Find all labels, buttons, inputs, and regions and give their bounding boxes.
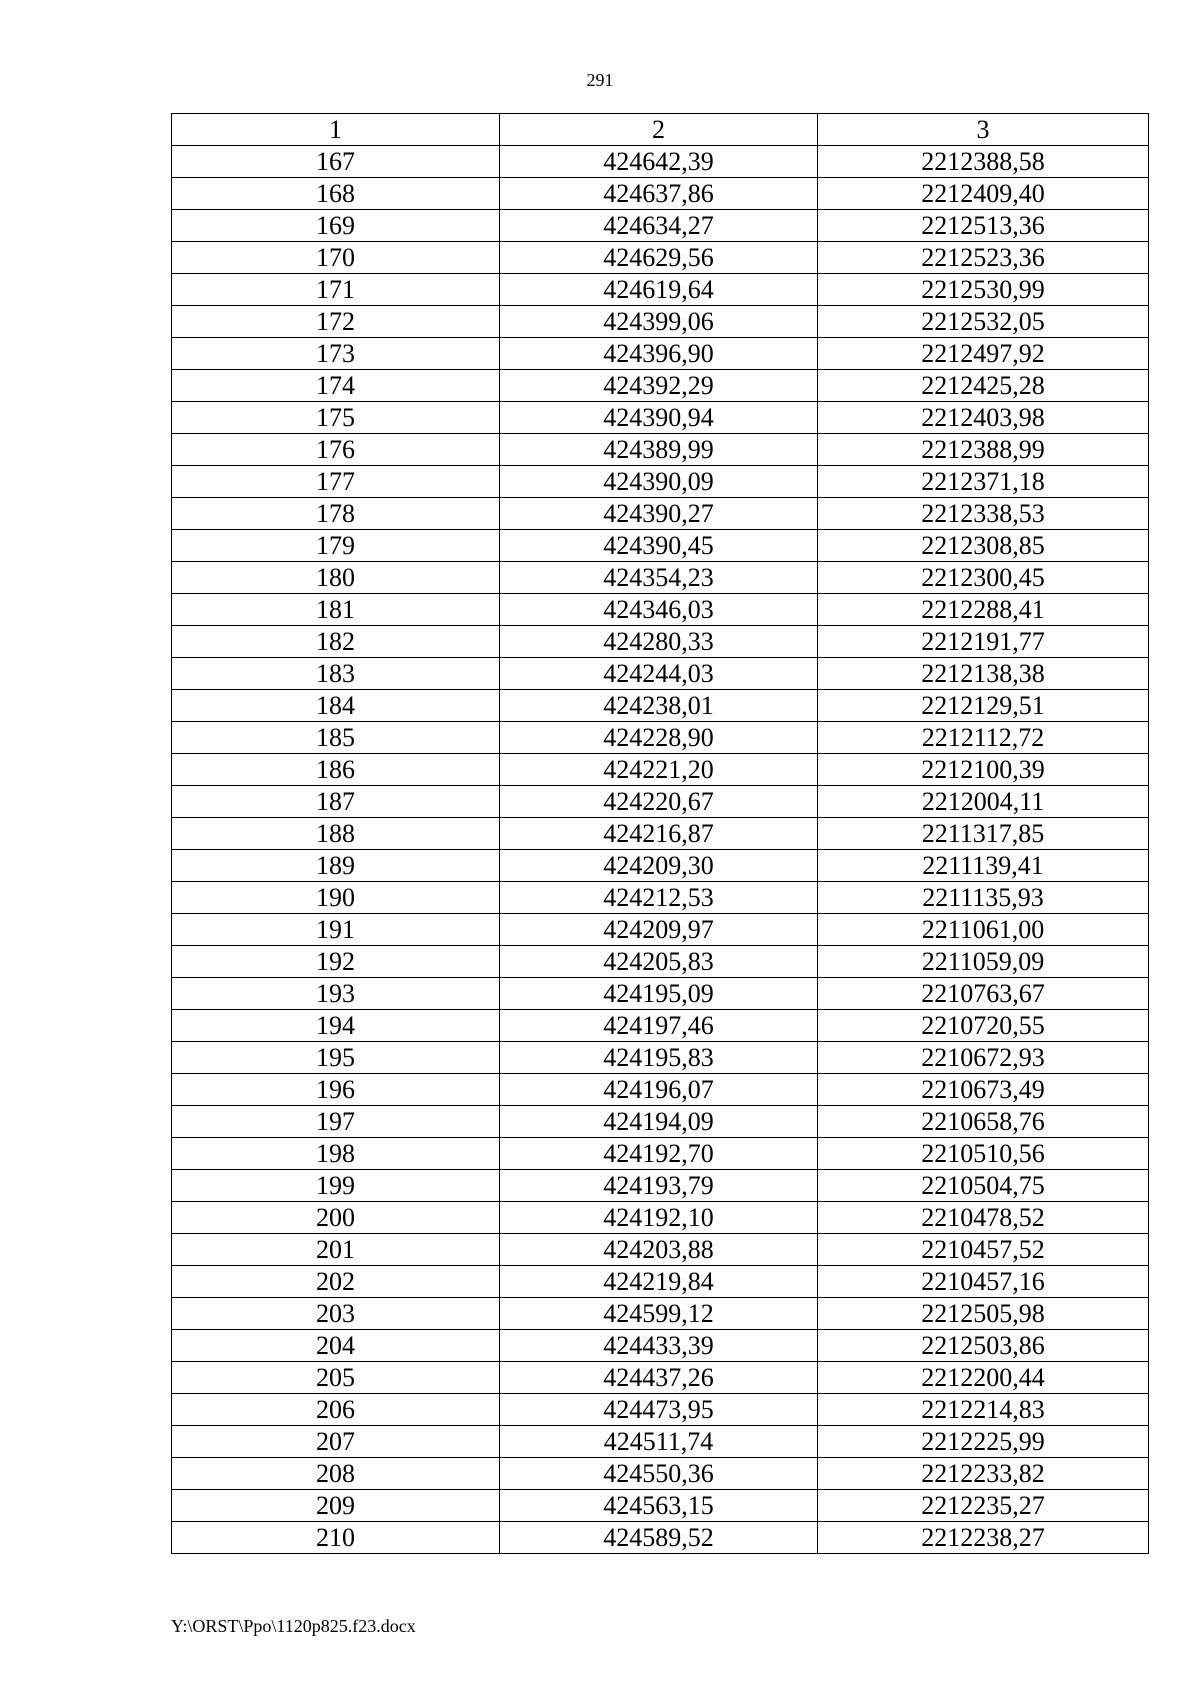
point-number-cell: 190 <box>172 882 500 914</box>
y-coordinate-cell: 2212235,27 <box>818 1490 1149 1522</box>
column-header: 3 <box>818 114 1149 146</box>
y-coordinate-cell: 2212530,99 <box>818 274 1149 306</box>
x-coordinate-cell: 424205,83 <box>500 946 818 978</box>
x-coordinate-cell: 424390,94 <box>500 402 818 434</box>
y-coordinate-cell: 2212214,83 <box>818 1394 1149 1426</box>
table-row <box>172 1330 1149 1362</box>
point-number-cell: 168 <box>172 178 500 210</box>
y-coordinate-cell: 2212532,05 <box>818 306 1149 338</box>
point-number-cell: 185 <box>172 722 500 754</box>
y-coordinate-cell: 2212371,18 <box>818 466 1149 498</box>
table-row <box>172 722 1149 754</box>
point-number-cell: 179 <box>172 530 500 562</box>
point-number-cell: 192 <box>172 946 500 978</box>
x-coordinate-cell: 424212,53 <box>500 882 818 914</box>
table-row <box>172 882 1149 914</box>
y-coordinate-cell: 2212505,98 <box>818 1298 1149 1330</box>
table-row <box>172 1234 1149 1266</box>
point-number-cell: 182 <box>172 626 500 658</box>
point-number-cell: 205 <box>172 1362 500 1394</box>
point-number-cell: 186 <box>172 754 500 786</box>
table-row <box>172 1490 1149 1522</box>
y-coordinate-cell: 2212308,85 <box>818 530 1149 562</box>
x-coordinate-cell: 424346,03 <box>500 594 818 626</box>
point-number-cell: 188 <box>172 818 500 850</box>
y-coordinate-cell: 2210510,56 <box>818 1138 1149 1170</box>
table-row <box>172 1298 1149 1330</box>
x-coordinate-cell: 424599,12 <box>500 1298 818 1330</box>
point-number-cell: 195 <box>172 1042 500 1074</box>
x-coordinate-cell: 424642,39 <box>500 146 818 178</box>
table-header-row <box>172 114 1149 146</box>
table-row <box>172 850 1149 882</box>
point-number-cell: 176 <box>172 434 500 466</box>
x-coordinate-cell: 424390,09 <box>500 466 818 498</box>
x-coordinate-cell: 424244,03 <box>500 658 818 690</box>
point-number-cell: 191 <box>172 914 500 946</box>
y-coordinate-cell: 2211317,85 <box>818 818 1149 850</box>
x-coordinate-cell: 424192,10 <box>500 1202 818 1234</box>
table-row <box>172 1202 1149 1234</box>
table-row <box>172 178 1149 210</box>
table-row <box>172 786 1149 818</box>
page-number: 291 <box>586 70 614 90</box>
y-coordinate-cell: 2212191,77 <box>818 626 1149 658</box>
y-coordinate-cell: 2212425,28 <box>818 370 1149 402</box>
x-coordinate-cell: 424392,29 <box>500 370 818 402</box>
table-row <box>172 562 1149 594</box>
y-coordinate-cell: 2212238,27 <box>818 1522 1149 1554</box>
table-row <box>172 818 1149 850</box>
y-coordinate-cell: 2212403,98 <box>818 402 1149 434</box>
y-coordinate-cell: 2212513,36 <box>818 210 1149 242</box>
x-coordinate-cell: 424193,79 <box>500 1170 818 1202</box>
x-coordinate-cell: 424216,87 <box>500 818 818 850</box>
point-number-cell: 184 <box>172 690 500 722</box>
point-number-cell: 194 <box>172 1010 500 1042</box>
point-number-cell: 167 <box>172 146 500 178</box>
y-coordinate-cell: 2211061,00 <box>818 914 1149 946</box>
table-row <box>172 1074 1149 1106</box>
x-coordinate-cell: 424203,88 <box>500 1234 818 1266</box>
point-number-cell: 197 <box>172 1106 500 1138</box>
point-number-cell: 187 <box>172 786 500 818</box>
point-number-cell: 193 <box>172 978 500 1010</box>
x-coordinate-cell: 424550,36 <box>500 1458 818 1490</box>
table-row <box>172 1170 1149 1202</box>
point-number-cell: 203 <box>172 1298 500 1330</box>
y-coordinate-cell: 2210720,55 <box>818 1010 1149 1042</box>
footer-file-path: Y:\ORST\Ppo\1120p825.f23.docx <box>171 1616 416 1636</box>
point-number-cell: 201 <box>172 1234 500 1266</box>
y-coordinate-cell: 2211139,41 <box>818 850 1149 882</box>
table-row <box>172 338 1149 370</box>
point-number-cell: 198 <box>172 1138 500 1170</box>
y-coordinate-cell: 2212225,99 <box>818 1426 1149 1458</box>
x-coordinate-cell: 424589,52 <box>500 1522 818 1554</box>
y-coordinate-cell: 2210504,75 <box>818 1170 1149 1202</box>
table-row <box>172 146 1149 178</box>
table-row <box>172 466 1149 498</box>
x-coordinate-cell: 424280,33 <box>500 626 818 658</box>
table-row <box>172 1522 1149 1554</box>
point-number-cell: 181 <box>172 594 500 626</box>
x-coordinate-cell: 424354,23 <box>500 562 818 594</box>
y-coordinate-cell: 2212503,86 <box>818 1330 1149 1362</box>
x-coordinate-cell: 424399,06 <box>500 306 818 338</box>
x-coordinate-cell: 424221,20 <box>500 754 818 786</box>
table-row <box>172 274 1149 306</box>
y-coordinate-cell: 2212288,41 <box>818 594 1149 626</box>
x-coordinate-cell: 424219,84 <box>500 1266 818 1298</box>
x-coordinate-cell: 424629,56 <box>500 242 818 274</box>
table-body <box>172 146 1149 1554</box>
y-coordinate-cell: 2212200,44 <box>818 1362 1149 1394</box>
x-coordinate-cell: 424473,95 <box>500 1394 818 1426</box>
x-coordinate-cell: 424192,70 <box>500 1138 818 1170</box>
y-coordinate-cell: 2212523,36 <box>818 242 1149 274</box>
x-coordinate-cell: 424209,97 <box>500 914 818 946</box>
x-coordinate-cell: 424220,67 <box>500 786 818 818</box>
y-coordinate-cell: 2210457,52 <box>818 1234 1149 1266</box>
y-coordinate-cell: 2212300,45 <box>818 562 1149 594</box>
table-row <box>172 914 1149 946</box>
point-number-cell: 169 <box>172 210 500 242</box>
table-row <box>172 402 1149 434</box>
x-coordinate-cell: 424511,74 <box>500 1426 818 1458</box>
y-coordinate-cell: 2210457,16 <box>818 1266 1149 1298</box>
point-number-cell: 196 <box>172 1074 500 1106</box>
y-coordinate-cell: 2212409,40 <box>818 178 1149 210</box>
y-coordinate-cell: 2212233,82 <box>818 1458 1149 1490</box>
y-coordinate-cell: 2210478,52 <box>818 1202 1149 1234</box>
x-coordinate-cell: 424563,15 <box>500 1490 818 1522</box>
x-coordinate-cell: 424238,01 <box>500 690 818 722</box>
y-coordinate-cell: 2211059,09 <box>818 946 1149 978</box>
y-coordinate-cell: 2212138,38 <box>818 658 1149 690</box>
table-row <box>172 1394 1149 1426</box>
point-number-cell: 189 <box>172 850 500 882</box>
y-coordinate-cell: 2212338,53 <box>818 498 1149 530</box>
x-coordinate-cell: 424195,09 <box>500 978 818 1010</box>
x-coordinate-cell: 424209,30 <box>500 850 818 882</box>
x-coordinate-cell: 424619,64 <box>500 274 818 306</box>
y-coordinate-cell: 2210673,49 <box>818 1074 1149 1106</box>
table-row <box>172 754 1149 786</box>
table-row <box>172 594 1149 626</box>
x-coordinate-cell: 424390,45 <box>500 530 818 562</box>
y-coordinate-cell: 2212004,11 <box>818 786 1149 818</box>
x-coordinate-cell: 424433,39 <box>500 1330 818 1362</box>
table-row <box>172 1362 1149 1394</box>
x-coordinate-cell: 424196,07 <box>500 1074 818 1106</box>
point-number-cell: 178 <box>172 498 500 530</box>
point-number-cell: 172 <box>172 306 500 338</box>
table-row <box>172 1426 1149 1458</box>
point-number-cell: 200 <box>172 1202 500 1234</box>
point-number-cell: 174 <box>172 370 500 402</box>
y-coordinate-cell: 2212100,39 <box>818 754 1149 786</box>
point-number-cell: 209 <box>172 1490 500 1522</box>
point-number-cell: 173 <box>172 338 500 370</box>
coordinates-table <box>171 113 1149 1554</box>
point-number-cell: 207 <box>172 1426 500 1458</box>
x-coordinate-cell: 424634,27 <box>500 210 818 242</box>
column-header: 1 <box>172 114 500 146</box>
y-coordinate-cell: 2211135,93 <box>818 882 1149 914</box>
y-coordinate-cell: 2212388,58 <box>818 146 1149 178</box>
y-coordinate-cell: 2212388,99 <box>818 434 1149 466</box>
table-row <box>172 434 1149 466</box>
table-row <box>172 210 1149 242</box>
x-coordinate-cell: 424390,27 <box>500 498 818 530</box>
y-coordinate-cell: 2210763,67 <box>818 978 1149 1010</box>
point-number-cell: 183 <box>172 658 500 690</box>
y-coordinate-cell: 2210658,76 <box>818 1106 1149 1138</box>
table-row <box>172 1458 1149 1490</box>
x-coordinate-cell: 424228,90 <box>500 722 818 754</box>
table-row <box>172 626 1149 658</box>
table-row <box>172 690 1149 722</box>
table-row <box>172 1138 1149 1170</box>
point-number-cell: 208 <box>172 1458 500 1490</box>
table-row <box>172 498 1149 530</box>
table-row <box>172 978 1149 1010</box>
table-row <box>172 1106 1149 1138</box>
point-number-cell: 180 <box>172 562 500 594</box>
point-number-cell: 210 <box>172 1522 500 1554</box>
point-number-cell: 171 <box>172 274 500 306</box>
table-row <box>172 1266 1149 1298</box>
table-row <box>172 306 1149 338</box>
x-coordinate-cell: 424197,46 <box>500 1010 818 1042</box>
point-number-cell: 199 <box>172 1170 500 1202</box>
y-coordinate-cell: 2212112,72 <box>818 722 1149 754</box>
table-row <box>172 658 1149 690</box>
point-number-cell: 202 <box>172 1266 500 1298</box>
table-row <box>172 946 1149 978</box>
table-row <box>172 530 1149 562</box>
x-coordinate-cell: 424637,86 <box>500 178 818 210</box>
table-row <box>172 242 1149 274</box>
point-number-cell: 204 <box>172 1330 500 1362</box>
point-number-cell: 177 <box>172 466 500 498</box>
table-row <box>172 1010 1149 1042</box>
y-coordinate-cell: 2212497,92 <box>818 338 1149 370</box>
x-coordinate-cell: 424396,90 <box>500 338 818 370</box>
y-coordinate-cell: 2210672,93 <box>818 1042 1149 1074</box>
table-row <box>172 1042 1149 1074</box>
x-coordinate-cell: 424437,26 <box>500 1362 818 1394</box>
table-row <box>172 370 1149 402</box>
x-coordinate-cell: 424389,99 <box>500 434 818 466</box>
point-number-cell: 206 <box>172 1394 500 1426</box>
column-header: 2 <box>500 114 818 146</box>
point-number-cell: 170 <box>172 242 500 274</box>
x-coordinate-cell: 424194,09 <box>500 1106 818 1138</box>
y-coordinate-cell: 2212129,51 <box>818 690 1149 722</box>
point-number-cell: 175 <box>172 402 500 434</box>
x-coordinate-cell: 424195,83 <box>500 1042 818 1074</box>
